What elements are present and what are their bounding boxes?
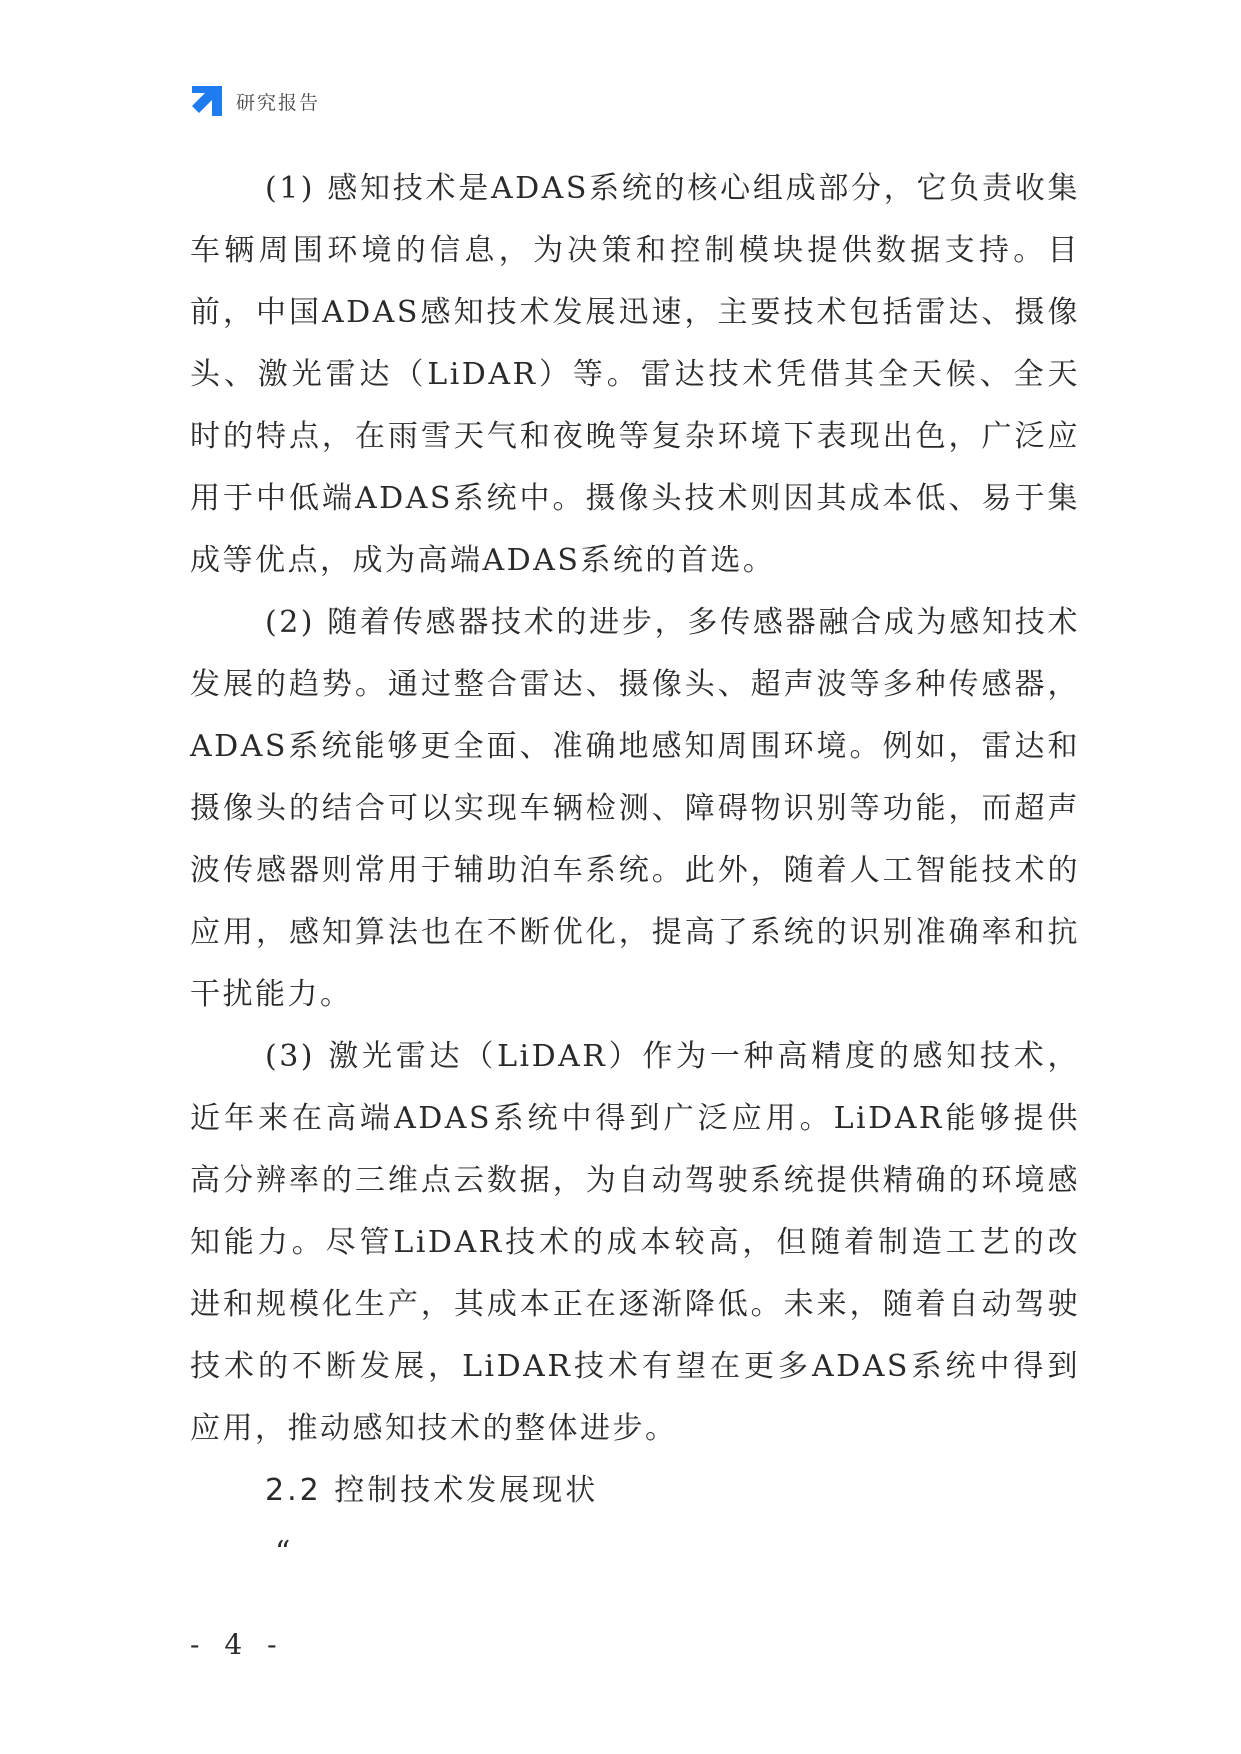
paragraph-2: (2) 随着传感器技术的进步，多传感器融合成为感知技术发展的趋势。通过整合雷达、摄像头、超声波等多种传感器，ADAS系统能够更全面、准确地感知周围环境。例如，雷达和摄像头的结合可以实现车辆检测、障碍物识别等功能，而超声波传感器则常用于辅助泊车系统。此外，随着人工智能技术的应用，感知算法也在不断优化，提高了系统的识别准确率和抗干扰能力。 xyxy=(190,605,1080,1012)
document-body xyxy=(190,158,1080,1584)
page-number: - 4 - xyxy=(190,1628,285,1661)
quote-mark: “ xyxy=(275,1535,291,1570)
header-title: 研究报告 xyxy=(236,91,321,114)
paragraph-3: (3) 激光雷达（LiDAR）作为一种高精度的感知技术，近年来在高端ADAS系统中得到广泛应用。LiDAR能够提供高分辨率的三维点云数据，为自动驾驶系统提供精确的环境感知能力。尽管LiDAR技术的成本较高，但随着制造工艺的改进和规模化生产，其成本正在逐渐降低。未来，随着自动驾驶技术的不断发展，LiDAR技术有望在更多ADAS系统中得到应用，推动感知技术的整体进步。 xyxy=(190,1039,1080,1446)
paragraph-1: (1) 感知技术是ADAS系统的核心组成部分，它负责收集车辆周围环境的信息，为决策和控制模块提供数据支持。目前，中国ADAS感知技术发展迅速，主要技术包括雷达、摄像头、激光雷达（LiDAR）等。雷达技术凭借其全天候、全天时的特点，在雨雪天气和夜晚等复杂环境下表现出色，广泛应用于中低端ADAS系统中。摄像头技术则因其成本低、易于集成等优点，成为高端ADAS系统的首选。 xyxy=(190,171,1080,578)
page-header xyxy=(190,84,320,118)
arrow-up-right-icon xyxy=(190,84,224,118)
section-heading: 2.2 控制技术发展现状 xyxy=(265,1473,599,1508)
